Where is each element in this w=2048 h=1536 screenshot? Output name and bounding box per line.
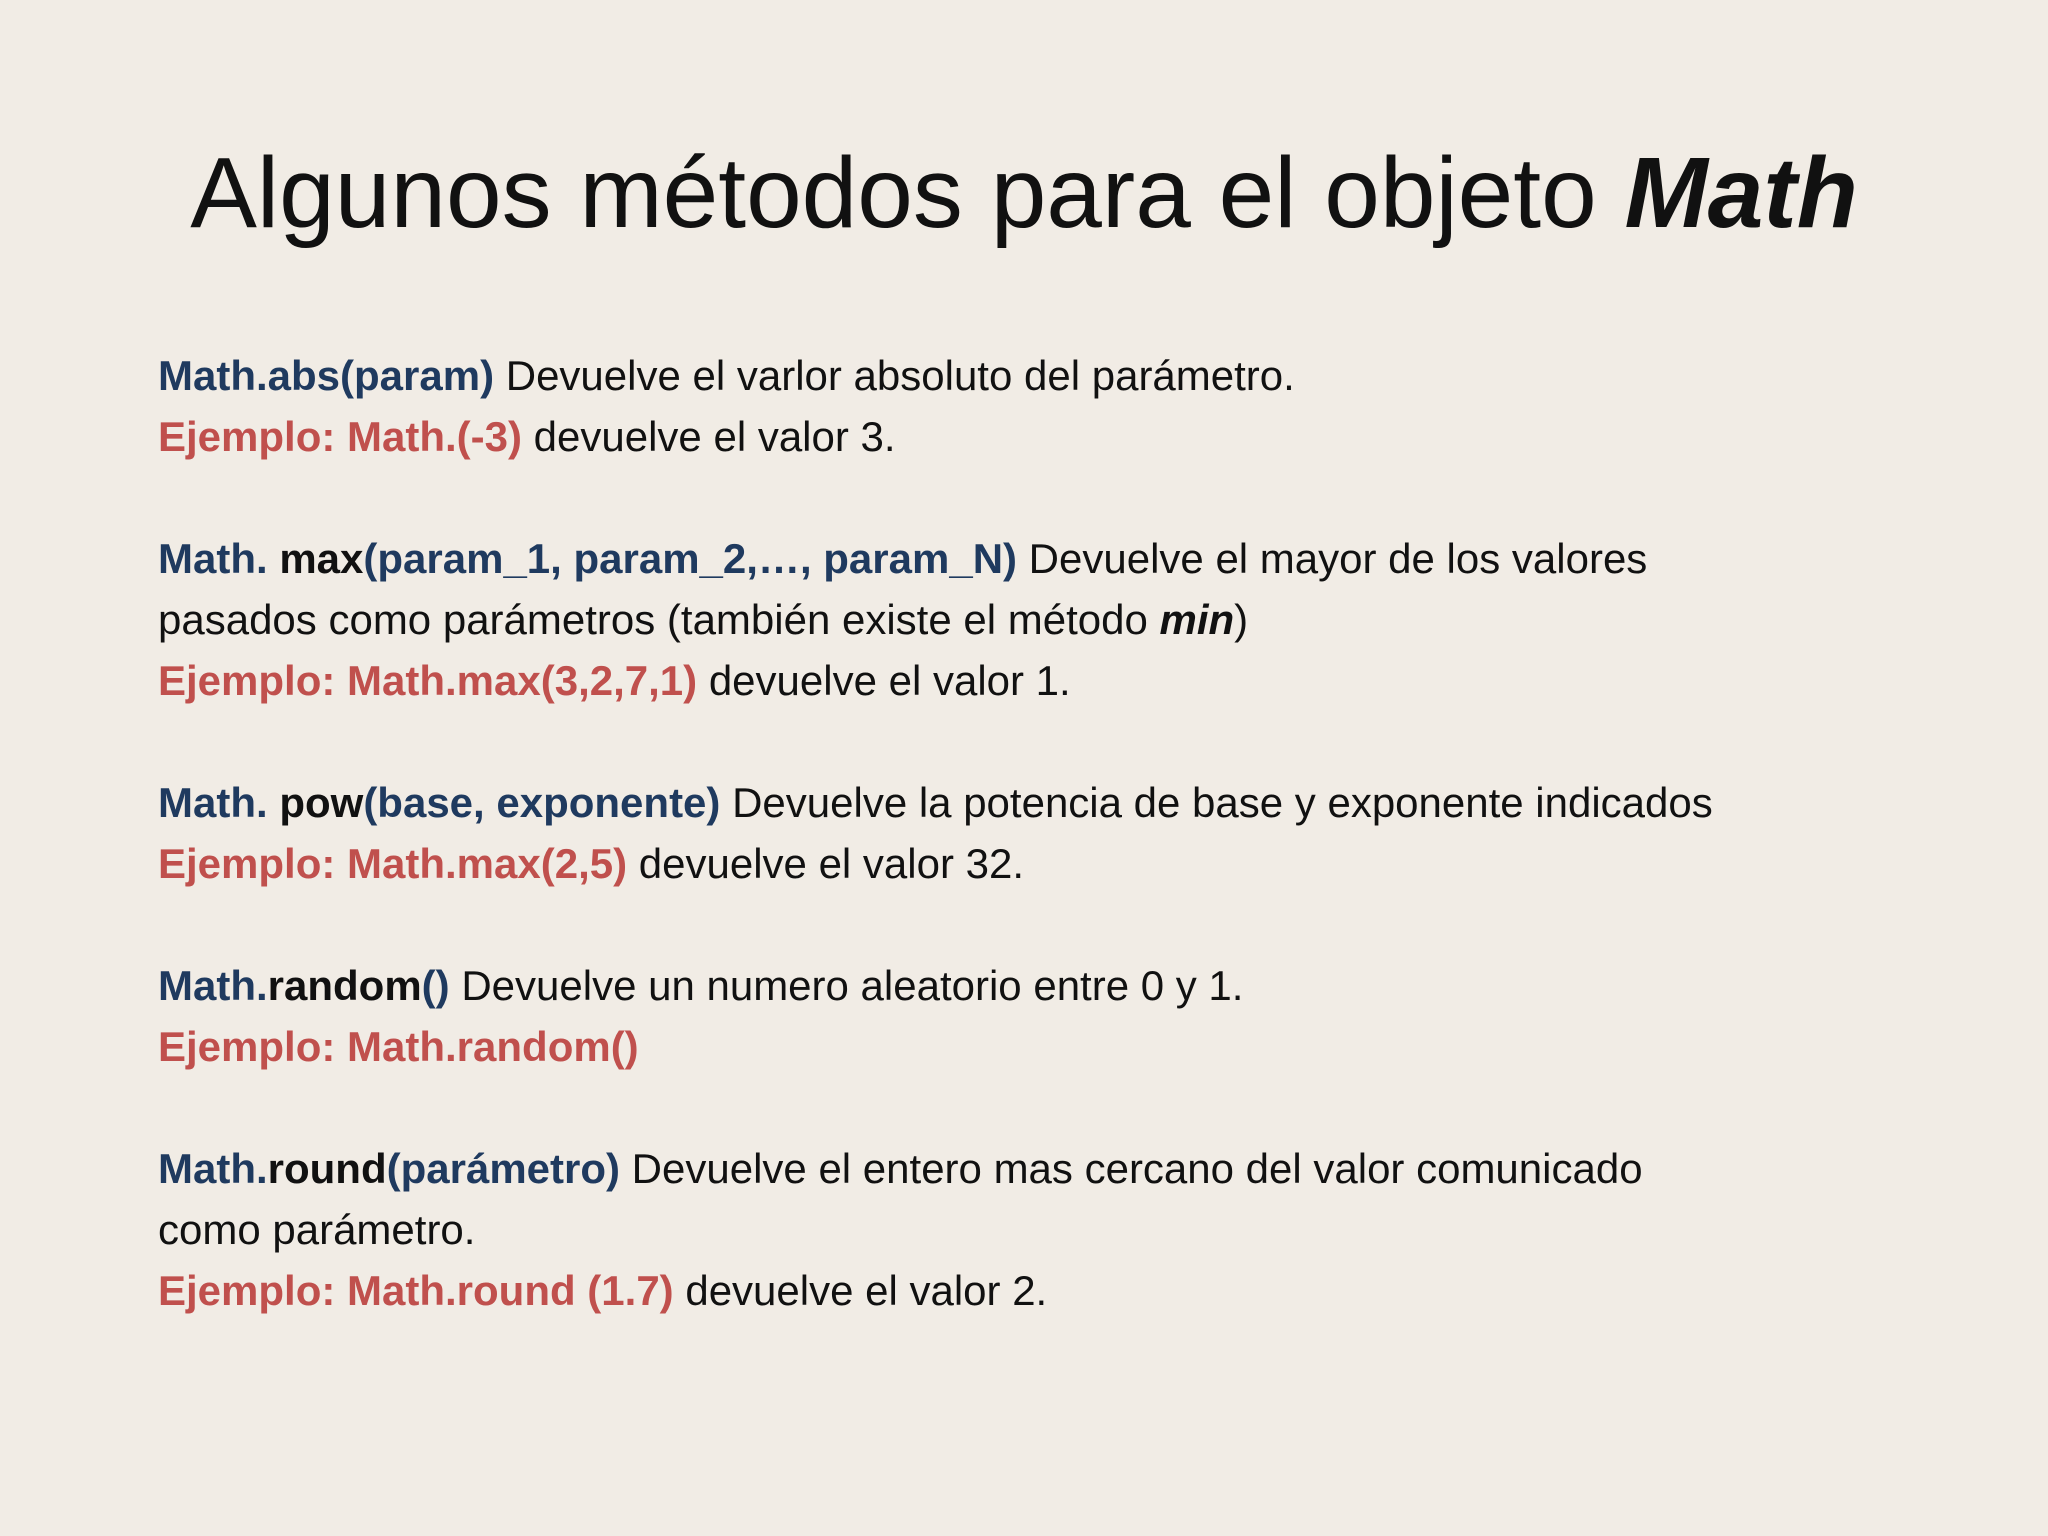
example-result: devuelve el valor 32. bbox=[627, 840, 1025, 887]
slide-title bbox=[0, 128, 2048, 258]
method-params: (param_1, param_2,…, param_N) bbox=[363, 535, 1018, 582]
method-line bbox=[158, 772, 1978, 833]
example-line bbox=[158, 406, 1978, 467]
description-line bbox=[158, 1199, 1978, 1260]
example-line bbox=[158, 650, 1978, 711]
example-result: devuelve el valor 1. bbox=[697, 657, 1071, 704]
method-params: (parámetro) bbox=[386, 1145, 621, 1192]
example-result: devuelve el valor 2. bbox=[673, 1267, 1048, 1314]
method-entry-random bbox=[158, 955, 1978, 1077]
method-entry-max bbox=[158, 528, 1978, 711]
method-signature-prefix: Math. bbox=[158, 1145, 268, 1192]
example-label: Ejemplo: Math.round (1.7) bbox=[158, 1267, 674, 1314]
method-name: max bbox=[279, 535, 364, 582]
method-name: random bbox=[267, 962, 422, 1009]
description-line bbox=[158, 589, 1978, 650]
method-signature-prefix: Math. bbox=[158, 962, 268, 1009]
method-entry-abs bbox=[158, 345, 1978, 467]
slide-title-emphasis: Math bbox=[1624, 137, 1858, 249]
example-label: Ejemplo: Math.max(3,2,7,1) bbox=[158, 657, 698, 704]
method-line bbox=[158, 528, 1978, 589]
example-label: Ejemplo: Math.(-3) bbox=[158, 413, 522, 460]
method-description: Devuelve el mayor de los valores bbox=[1017, 535, 1648, 582]
method-min-name: min bbox=[1159, 596, 1235, 643]
method-description: Devuelve la potencia de base y exponente indicados bbox=[720, 779, 1713, 826]
method-line bbox=[158, 955, 1978, 1016]
method-line bbox=[158, 345, 1978, 406]
method-line bbox=[158, 1138, 1978, 1199]
method-description: Devuelve un numero aleatorio entre 0 y 1. bbox=[449, 962, 1244, 1009]
method-name: pow bbox=[279, 779, 364, 826]
example-line bbox=[158, 1260, 1978, 1321]
method-description: Devuelve el varlor absoluto del parámetro. bbox=[494, 352, 1295, 399]
method-description-cont: como parámetro. bbox=[158, 1206, 476, 1253]
example-line bbox=[158, 1016, 1978, 1077]
slide-title-text: Algunos métodos para el objeto bbox=[190, 137, 1625, 249]
description-end: ) bbox=[1234, 596, 1249, 643]
method-params: () bbox=[421, 962, 450, 1009]
example-label: Ejemplo: Math.max(2,5) bbox=[158, 840, 628, 887]
method-entry-round bbox=[158, 1138, 1978, 1321]
example-result: devuelve el valor 3. bbox=[522, 413, 896, 460]
method-description-cont: pasados como parámetros (también existe el método bbox=[158, 596, 1160, 643]
method-description: Devuelve el entero mas cercano del valor comunicado bbox=[620, 1145, 1643, 1192]
method-signature: Math.abs(param) bbox=[158, 352, 495, 399]
method-signature-prefix: Math. bbox=[158, 535, 280, 582]
example-label: Ejemplo: Math.random() bbox=[158, 1023, 639, 1070]
method-signature-prefix: Math. bbox=[158, 779, 280, 826]
method-entry-pow bbox=[158, 772, 1978, 894]
method-list bbox=[158, 345, 1978, 1382]
method-name: round bbox=[267, 1145, 387, 1192]
method-params: (base, exponente) bbox=[363, 779, 721, 826]
example-line bbox=[158, 833, 1978, 894]
